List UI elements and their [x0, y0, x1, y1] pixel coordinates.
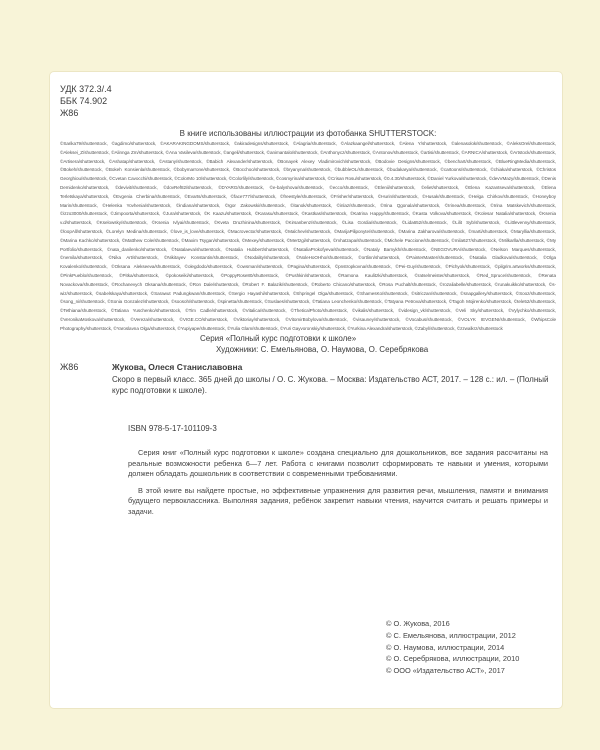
book-description: Скоро в первый класс. 365 дней до школы / О. С. Жукова. – Москва: Издательство АСТ, 2017. – 128 с.: ил. – (Полный курс подготовки к школе). — [112, 375, 549, 395]
series-info — [200, 334, 428, 355]
copyright-line: © О. Наумова, иллюстрации, 2014 — [386, 642, 505, 652]
copyright-list — [386, 618, 519, 677]
entry-code: Ж86 — [60, 362, 79, 372]
credits-title: В книге использованы иллюстрации из фотобанка SHUTTERSTOCK: — [179, 129, 437, 138]
author-sign: Ж86 — [60, 108, 79, 118]
annotation-paragraph-2: В этой книге вы найдете простые, но эффективные упражнения для развития речи, мышления, памяти и внимания будущего первоклассника. Выполняя задания, ребёнок закрепит навыки чтения, научится считать и решать примеры и задачи. — [128, 485, 548, 516]
author-name: Жукова, Олеся Станиславовна — [112, 362, 243, 372]
bbk-code: ББК 74.902 — [60, 96, 108, 106]
annotation-paragraph-1: Серия книг «Полный курс подготовки к школе» создана специально для дошкольников, все задания рассчитаны на реальные возможности ребенка 6—7 лет. Работа с книгами позволит сформировать те навыки и умения, которыми должен обладать дошкольник в соответствии с современными требованиями. — [128, 448, 548, 478]
copyright-line: © О. Жукова, 2016 — [386, 619, 450, 628]
isbn: ISBN 978-5-17-101109-3 — [128, 424, 217, 433]
copyright-line: © О. Серебрякова, иллюстрации, 2010 — [386, 654, 520, 664]
copyright-line: © С. Емельянова, иллюстрации, 2012 — [386, 630, 516, 640]
photo-credits: ©Sarika79/shutterstock, ©agdimo/shutterstock, ©AKARAKINGDOMS/shutterstock, ©akiradesigns/shutterstock, ©Alagria/shutterstock, ©Alazkaangel/shutterstock, ©Alena Y/shutterstock, ©alenasolok/shutterstock, ©AleksOrel/shutterstock, ©Aleksei_Z/shutterstock, ©Alinnga Zm/shutterstock, ©Ana Vasileva/shutterstock, ©angeli/shutterstock, ©animantalo/shutterstock, ©Anthonycz/shutterstock, ©Antonov/shutterstock, ©artisi/shutterstock, ©ARNICA/shutterstock, ©Artstock/shutterstock, ©Artisera/shutterstock, ©Ashatap/shutterstock, ©Astany/shutterstock, ©Babich Alexander/shutterstock, ©Bonayek Alexey Vladimirovich/shutterstock, ©Bodovie Designs/shutterstock, ©benchart/shutterstock, ©BlueRingMedia/shutterstock, ©Bokeh/shutterstock, ©Bokeh Konsienla/shutterstock, ©bobymarrone/shutterstock, ©Bocchoo/shutterstock, ©bryanyna/shutterstock, ©bubbleOL/shutterstock, ©budakarya/shutterstock, ©cartoons/shutterstock, ©chiaka/shutterstock, ©Christos Georghiou/shutterstock, ©Cvetan Cavocchi/shutterstock, ©ColorMo 10/shutterstock, ©Colorlily/shutterstock, ©cosmyrina/shutterstock, ©Crisan Rosu/shutterstock, ©0.4.30/shutterstock, ©Daniel Yurkova/shutterstock, ©devVMazy/shutterstock, ©Denis Demidenko/shutterstock, ©devivit/shutterstock, ©dovRef82/shutterstock, ©DYARG/shutterstock, ©e-balyshova/shutterstock, ©ecco/shutterstock, ©Elenii/shutterstock, ©eliet/shutterstock, ©Elena Kazantseva/shutterstock, ©Elena Terletskaya/shutterstock, ©Evgenia Cherbina/shutterstock, ©Evarts/shutterstock, ©face777/shutterstock, ©freestyle/shutterstock, ©Frisher/shutterstock, ©Hurin/shutterstock, ©Husak/shutterstock, ©Helga Chirkov/shutterstock, ©Honeyboy Marin/shutterstock, ©Helenka Yovhenia/shutterstock, ©indiana/shutterstock, ©Igor Zakowski/shutterstock, ©itanok/shutterstock, ©inlaz/shutterstock, ©Irina Qgonala/shutterstock, ©Irinea/shutterstock, ©Irina Matskevich/shutterstock, ©izzo3000/shutterstock, ©Jimpoorta/shutterstock, ©Jura/shutterstock, ©K Kaazu/shutterstock, ©Karasu/shutterstock, ©Kastkas/shutterstock, ©Katrina Happy/shutterstock, ©Kasta Volkova/shutterstock, ©Kolesar Natalia/shutterstock, ©Ksenia v.d/shutterstock, ©Kselowsky/shutterstock, ©Ksenia Ivlyai/shutterstock, ©Kveta Druzhinina/shutterstock, ©Kirsanbenz/shutterstock, ©Lisa Gordia/shutterstock, ©Lida652/shutterstock, ©Lilit Syb/shutterstock, ©Littlevenny/shutterstock, ©loopAll/shutterstock, ©Lorelyn Medina/shutterstock, ©love_is_love/shutterstock, ©Macrovector/shutterstock, ©Malchev/shutterstock, ©MarijaPiliponyte/shutterstock, ©Marina Zakharova/shutterstock, ©marti/shutterstock, ©Maryllia/shutterstock, ©Marina Kachko/shutterstock, ©Matthew Cole/shutterstock, ©Maxim Tsygan/shutterstock, ©Mexey/shutterstock, ©Mertzgi/shutterstock, ©mhatzapa/shutterstock, ©Michele Paccione/shutterstock, ©mila627/shutterstock, ©Milkarlla/shutterstock, ©My Portfolio/shutterstock, ©nata_danilenko/shutterstock, ©Natalaeva/shutterstock, ©Natalia Hubbert/shutterstock, ©NataliaProkofyeva/shutterstock, ©Nataly Barnykh/shutterstock, ©NEGOVURA/shutterstock, ©Nelson Marques/shutterstock, ©nemila/shutterstock, ©Nika Art/shutterstock, ©Nikitayev Konstantin/shutterstock, ©Nodality/shutterstock, ©NoleHoOHho/shutterstock, ©ortlinn/shutterstock, ©PainterMaster/shutterstock, ©Natalia Gladkova/shutterstock, ©Olga Kovalenko/shutterstock, ©Oksana Alekseeva/shutterstock, ©olegdodo/shutterstock, ©owsman/shutterstock, ©Pagina/shutterstock, ©pnstropkovna/shutterstock, ©Pei-Guy/shutterstock, ©Pichyok/shutterstock, ©pilgrim.artworks/shutterstock, ©PinkPueblo/shutterstock, ©Pitka/shutterstock, ©pokoseiki/shutterstock, ©PoppyRose80/shutterstock, ©Pushkin/shutterstock, ©Ramona Kaulitzki/shutterstock, ©ratselmeister/shutterstock, ©Red_Spruce/shutterstock, ©Renata Novackova/shutterstock, ©Rochanevych Oksana/shutterstock, ©Ron Dale/shutterstock, ©Robert F. Balazik/shutterstock, ©Roberto Chicano/shutterstock, ©Rosa Puchalt/shutterstock, ©rozaliabelle/shutterstock, ©runakuikko/shutterstock, ©s-wiz/shutterstock, ©sabelskaya/shutterstock, ©Sarawut Padungkwan/shutterstock, ©Sergio Hayashi/shutterstock, ©Shpringel Olga/shutterstock, ©ShamesKo/shutterstock, ©sitriczan/shutterstock, ©snapgallery/shutterstock, ©Sooz/shutterstock, ©song_ni/shutterstock, ©Sonia Gonzalez/shutterstock, ©soosoh/shutterstock, ©spinetta/shutterstock, ©Suslaes/shutterstock, ©Tatiana Leonchenko/shutterstock, ©Tatyana Petrova/shutterstock, ©Tagoh Mojirenko/shutterstock, ©tele52/shutterstock, ©Tethiana/shutterstock, ©Tatiana Yuschenko/shutterstock, ©Tim Cadle/shutterstock, ©Vitalica/shutterstock, ©TheticalPhoto/shutterstock, ©vikalis/shutterstock, ©videsign_vk/shutterstock, ©Veli Sky/shutterstock, ©Vylychko/shutterstock, ©VeronikaMoskova/shutterstock, ©Vereza/shutterstock, ©VIGE.CO/shutterstock, ©Viktoriay/shutterstock, ©VitomirBobylova/shutterstock, ©visauney/shutterstock, ©Vocabus/shutterstock, ©VOLYK IEVGENI/shutterstock, ©WhipsCole Photography/shutterstock, ©Yaroslavna Olga/shutterstock, ©Yupiyape/shutterstock, ©Yulia Glam/shutterstock, ©Yuri Gayvoronskiy/shutterstock, ©Yurkina Alexandra/shutterstock, ©Zabyl/shutterstock, ©zzwalkrz/shutterstock — [60, 141, 556, 331]
udk-code: УДК 372.3/.4 — [60, 84, 112, 94]
classification-codes — [60, 83, 112, 119]
bibliographic-entry — [112, 362, 552, 396]
annotation — [128, 448, 548, 523]
series-title: Серия «Полный курс подготовки к школе» — [200, 334, 357, 343]
copyright-line: © ООО «Издательство АСТ», 2017 — [386, 666, 505, 676]
illustrators: Художники: С. Емельянова, О. Наумова, О. Серебрякова — [216, 344, 429, 354]
